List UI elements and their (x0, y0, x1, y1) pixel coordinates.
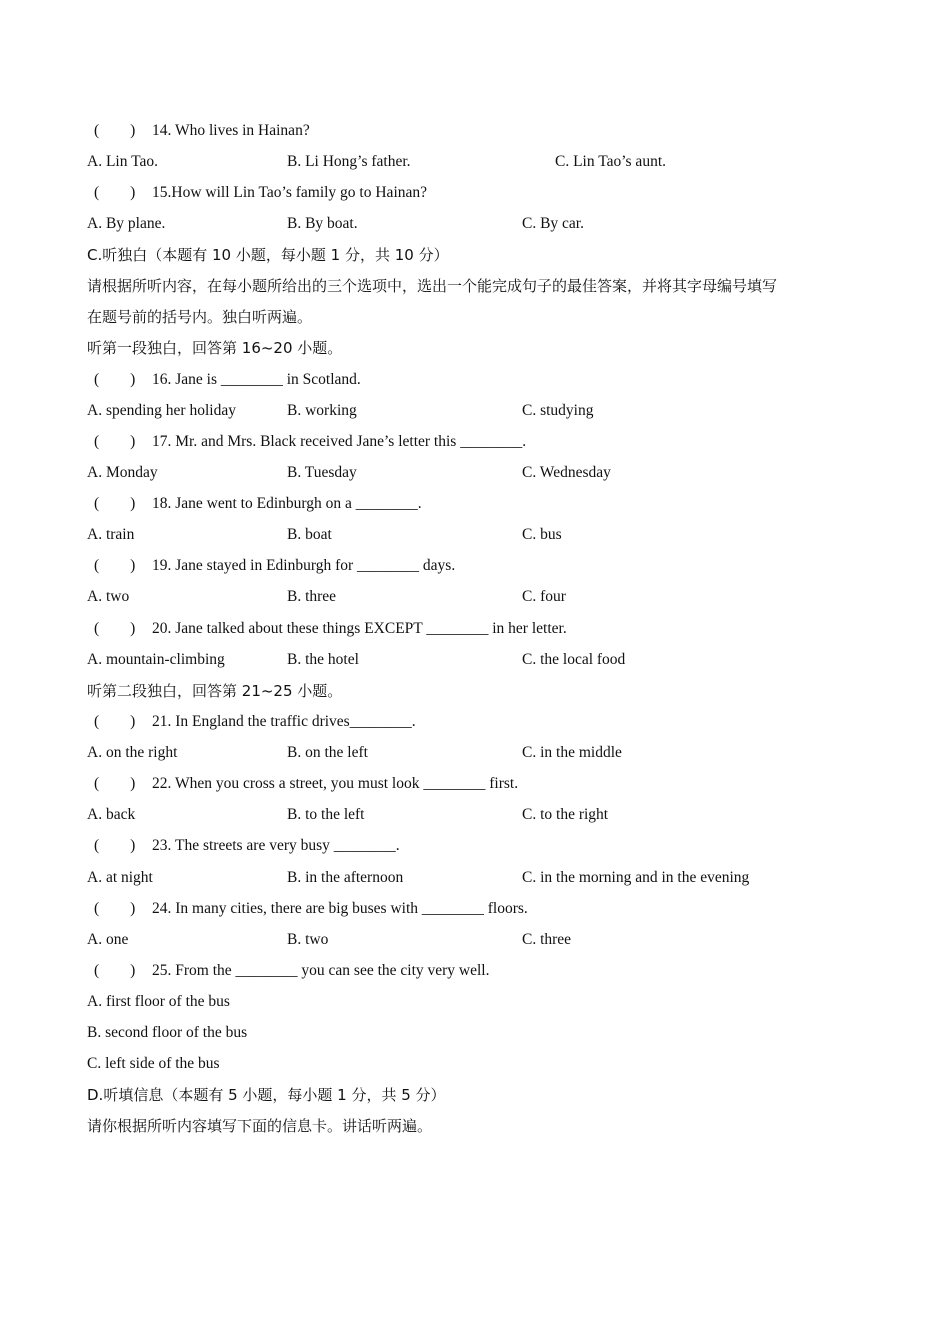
option-a: A. on the right (87, 744, 178, 761)
option-b: B. on the left (287, 744, 368, 761)
question-text: 23. The streets are very busy ________. (152, 837, 400, 854)
option-c: C. bus (522, 526, 562, 543)
answer-blank[interactable]: ( ) (94, 557, 136, 574)
question-18 (94, 494, 422, 514)
option-c: C. three (522, 931, 572, 948)
option-b: B. three (287, 588, 337, 605)
question-22 (94, 774, 518, 794)
option-a: A. mountain-climbing (87, 651, 225, 668)
question-text: 19. Jane stayed in Edinburgh for ________ days. (152, 557, 456, 574)
question-15 (94, 183, 427, 203)
answer-blank[interactable]: ( ) (94, 495, 136, 512)
option-a: A. Lin Tao. (87, 153, 158, 170)
option-b: B. working (287, 402, 357, 419)
option-b: B. two (287, 931, 329, 948)
answer-blank[interactable]: ( ) (94, 184, 136, 201)
question-text: 16. Jane is ________ in Scotland. (152, 371, 361, 388)
question-23 (94, 836, 400, 856)
answer-blank[interactable]: ( ) (94, 900, 136, 917)
option-a: A. one (87, 931, 129, 948)
option-c: C. in the middle (522, 744, 622, 761)
option-b: B. in the afternoon (287, 869, 404, 886)
question-text: 24. In many cities, there are big buses with ________ floors. (152, 900, 528, 917)
question-text: 25. From the ________ you can see the city very well. (152, 962, 490, 979)
question-text: 21. In England the traffic drives________. (152, 713, 416, 730)
question-16 (94, 370, 361, 390)
option-c: C. Wednesday (522, 464, 611, 481)
section-c-instructions-2: 在题号前的括号内。独白听两遍。 (87, 308, 313, 326)
answer-blank[interactable]: ( ) (94, 713, 136, 730)
question-text: 18. Jane went to Edinburgh on a ________. (152, 495, 422, 512)
option-b: B. boat (287, 526, 332, 543)
part-1-heading: 听第一段独白，回答第 16~20 小题。 (87, 339, 343, 357)
question-text: 14. Who lives in Hainan? (152, 122, 310, 139)
option-b: B. Tuesday (287, 464, 357, 481)
option-a: A. two (87, 588, 130, 605)
question-text: 17. Mr. and Mrs. Black received Jane’s letter this ________. (152, 433, 527, 450)
question-text: 22. When you cross a street, you must look ________ first. (152, 775, 519, 792)
answer-blank[interactable]: ( ) (94, 962, 136, 979)
question-text: 15.How will Lin Tao’s family go to Hainan? (152, 184, 428, 201)
option-a: A. By plane. (87, 215, 166, 232)
option-a: A. back (87, 806, 136, 823)
option-b: B. Li Hong’s father. (287, 153, 411, 170)
option-a: A. Monday (87, 464, 158, 481)
question-text: 20. Jane talked about these things EXCEPT ________ in her letter. (152, 620, 567, 637)
answer-blank[interactable]: ( ) (94, 837, 136, 854)
question-25 (94, 961, 489, 981)
answer-blank[interactable]: ( ) (94, 433, 136, 450)
option-a: A. spending her holiday (87, 402, 236, 419)
question-14 (94, 121, 310, 141)
part-2-heading: 听第二段独白，回答第 21~25 小题。 (87, 682, 343, 700)
option-b: B. the hotel (287, 651, 359, 668)
question-17 (94, 432, 526, 452)
option-a: A. first floor of the bus (87, 993, 230, 1010)
option-c: C. Lin Tao’s aunt. (555, 153, 666, 170)
question-24 (94, 899, 528, 919)
option-c: C. the local food (522, 651, 626, 668)
section-c-heading: C.听独白（本题有 10 小题，每小题 1 分，共 10 分） (87, 246, 449, 264)
option-c: C. By car. (522, 215, 584, 232)
answer-blank[interactable]: ( ) (94, 371, 136, 388)
option-a: A. train (87, 526, 135, 543)
question-19 (94, 556, 455, 576)
question-20 (94, 619, 567, 639)
option-c: C. to the right (522, 806, 609, 823)
answer-blank[interactable]: ( ) (94, 775, 136, 792)
section-d-heading: D.听填信息（本题有 5 小题，每小题 1 分，共 5 分） (87, 1086, 446, 1104)
answer-blank[interactable]: ( ) (94, 122, 136, 139)
option-b: B. By boat. (287, 215, 358, 232)
answer-blank[interactable]: ( ) (94, 620, 136, 637)
option-c: C. four (522, 588, 566, 605)
option-a: A. at night (87, 869, 153, 886)
option-c: C. left side of the bus (87, 1055, 220, 1072)
question-21 (94, 712, 416, 732)
option-b: B. to the left (287, 806, 365, 823)
option-c: C. in the morning and in the evening (522, 869, 750, 886)
section-d-instructions: 请你根据所听内容填写下面的信息卡。讲话听两遍。 (87, 1117, 433, 1135)
option-b: B. second floor of the bus (87, 1024, 248, 1041)
section-c-instructions-1: 请根据所听内容，在每小题所给出的三个选项中，选出一个能完成句子的最佳答案，并将其字母编号填写 (87, 277, 778, 295)
option-c: C. studying (522, 402, 594, 419)
